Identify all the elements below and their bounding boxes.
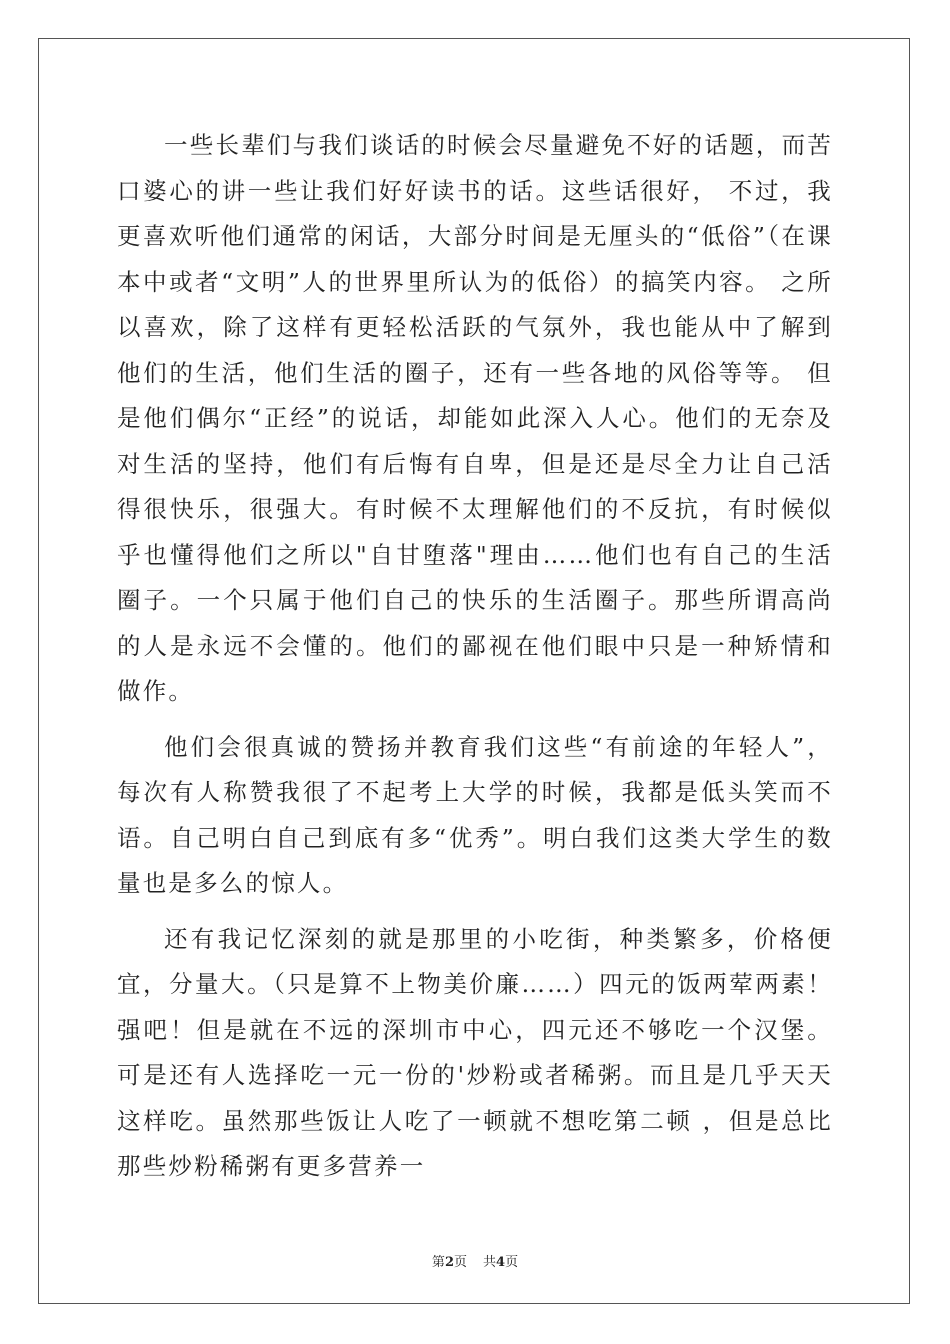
page-number: 第2页 [431,1255,467,1270]
paragraph: 还有我记忆深刻的就是那里的小吃街，种类繁多，价格便宜，分量大。（只是算不上物美价廉……）四元的饭两荤两素！强吧！但是就在不远的深圳市中心，四元还不够吃一个汉堡。可是还有人选择吃一元一份的'炒粉或者稀粥。而且是几乎天天这样吃。虽然那些饭让人吃了一顿就不想吃第二顿 ，但是总比那些炒粉稀粥有更多营养一 [117,924,833,1180]
paragraph: 他们会很真诚的赞扬并教育我们这些“有前途的年轻人”，每次有人称赞我很了不起考上大学的时候，我都是低头笑而不语。自己明白自己到底有多“优秀”。明白我们这类大学生的数量也是多么的惊人。 [117,732,833,897]
page-footer [0,1251,950,1270]
page-total: 共4页 [483,1255,519,1270]
document-body [117,123,833,1190]
paragraph: 一些长辈们与我们谈话的时候会尽量避免不好的话题，而苦口婆心的讲一些让我们好好读书的话。这些话很好， 不过，我更喜欢听他们通常的闲话，大部分时间是无厘头的“低俗”（在课本中或者“文明”人的世界里所认为的低俗）的搞笑内容。 之所以喜欢，除了这样有更轻松活跃的气氛外，我也能从中了解到他们的生活，他们生活的圈子，还有一些各地的风俗等等。 但是他们偶尔“正经”的说话，却能如此深入人心。他们的无奈及对生活的坚持，他们有后悔有自卑，但是还是尽全力让自己活得很快乐，很强大。有时候不太理解他们的不反抗，有时候似乎也懂得他们之所以"自甘堕落"理由……他们也有自己的生活圈子。一个只属于他们自己的快乐的生活圈子。那些所谓高尚的人是永远不会懂的。他们的鄙视在他们眼中只是一种矫情和做作。 [117,131,833,705]
